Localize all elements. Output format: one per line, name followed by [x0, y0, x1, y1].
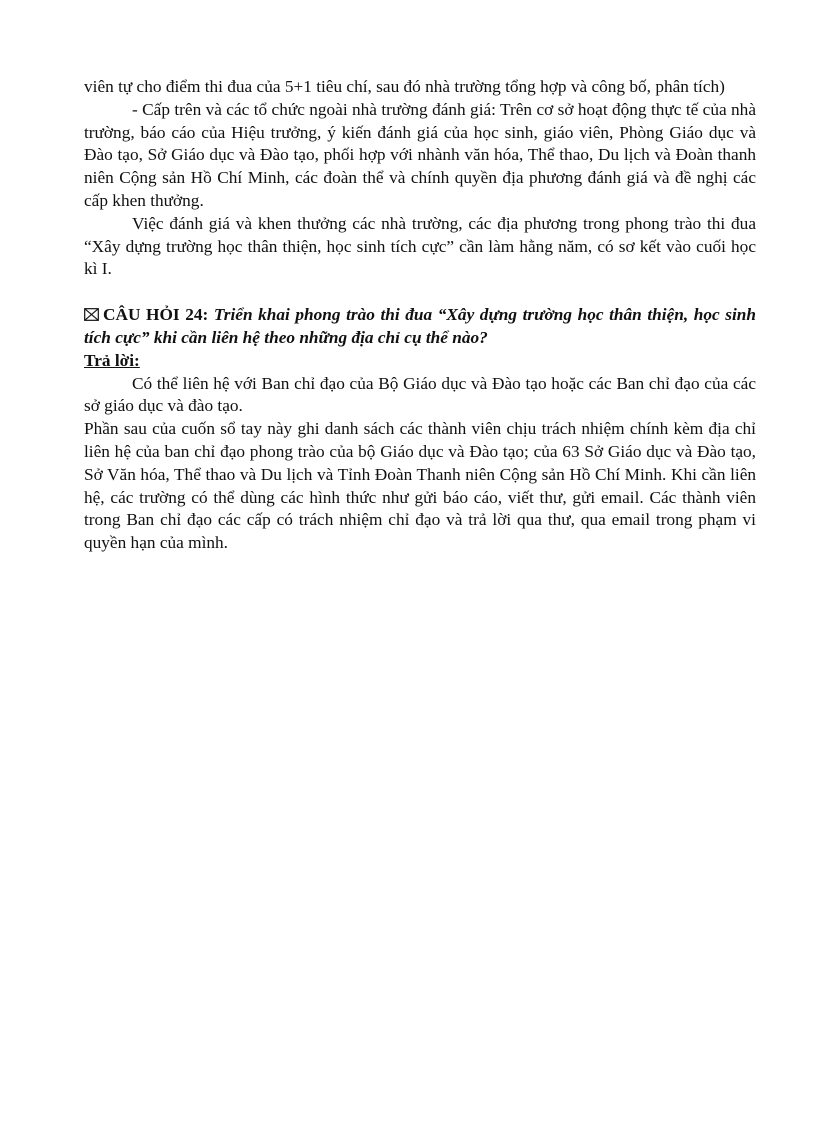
answer-label: Trả lời: — [84, 350, 140, 370]
answer-paragraph-1: Có thể liên hệ với Ban chỉ đạo của Bộ Giáo dục và Đào tạo hoặc các Ban chỉ đạo của các sở giáo dục và đào tạo. — [84, 373, 756, 416]
question-heading — [84, 304, 756, 350]
external-evaluation-paragraph: - Cấp trên và các tổ chức ngoài nhà trường đánh giá: Trên cơ sở hoạt động thực tế của nhà trường, báo cáo của Hiệu trưởng, ý kiến đánh giá của học sinh, giáo viên, Phòng Giáo dục và Đào tạo, Sở Giáo dục và Đào tạo, phối hợp với nhành văn hóa, Thể thao, Du lịch và Đoàn thanh niên Cộng sản Hồ Chí Minh, các đoàn thể và chính quyền địa phương đánh giá và đề nghị các cấp khen thưởng. — [84, 99, 756, 210]
continuation-paragraph: viên tự cho điểm thi đua của 5+1 tiêu chí, sau đó nhà trường tổng hợp và công bố, phân tích) — [84, 77, 725, 96]
answer-paragraph-2: Phần sau của cuốn sổ tay này ghi danh sách các thành viên chịu trách nhiệm chính kèm địa chỉ liên hệ của ban chỉ đạo phong trào của bộ Giáo dục và Đào tạo; của 63 Sở Giáo dục và Đào tạo, Sở Văn hóa, Thể thao và Du lịch và Tỉnh Đoàn Thanh niên Cộng sản Hồ Chí Minh. Khi cần liên hệ, các trường có thể dùng các hình thức như gửi báo cáo, viết thư, gửi email. Các thành viên trong Ban chỉ đạo các cấp có trách nhiệm chỉ đạo và trả lời qua thư, qua email trong phạm vi quyền hạn của mình. — [84, 419, 756, 553]
question-text: Triển khai phong trào thi đua “Xây dựng trường học thân thiện, học sinh tích cực” khi cần liên hệ theo những địa chỉ cụ thể nào? — [84, 305, 756, 347]
annual-review-paragraph: Việc đánh giá và khen thưởng các nhà trường, các địa phương trong phong trào thi đua “Xây dựng trường học thân thiện, học sinh tích cực” cần làm hằng năm, có sơ kết vào cuối học kì I. — [84, 213, 756, 279]
question-label: CÂU HỎI 24: — [103, 305, 209, 325]
section-spacer — [84, 281, 756, 304]
document-page — [84, 76, 756, 555]
checkbox-x-icon — [84, 305, 99, 318]
